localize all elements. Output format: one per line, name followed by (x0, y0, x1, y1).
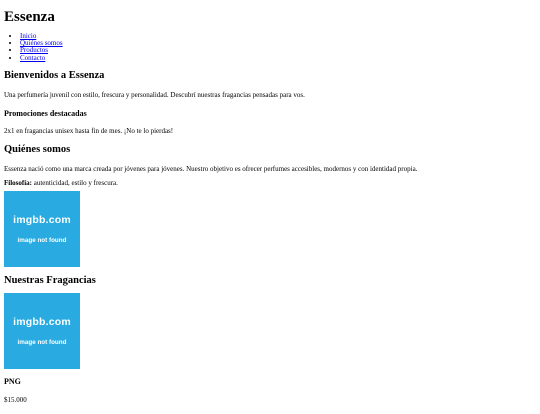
nav-link-productos[interactable]: Productos (20, 46, 48, 55)
welcome-heading: Bienvenidos a Essenza (4, 69, 105, 81)
philosophy-text: autenticidad, estilo y frescura. (32, 178, 118, 187)
product-name: PNG (4, 377, 21, 387)
nav-item-inicio (20, 33, 536, 40)
placeholder-brand: imgbb.com (13, 213, 71, 226)
nav-item-quienes-somos (20, 40, 536, 47)
promos-text: 2x1 en fragancias unisex hasta fin de mes. ¡No te lo pierdas! (4, 127, 174, 136)
about-section (4, 144, 536, 267)
promos-heading: Promociones destacadas (4, 108, 87, 118)
philosophy-line (4, 179, 536, 187)
placeholder-message: image not found (17, 339, 67, 347)
products-section (4, 275, 536, 404)
product-card (4, 293, 536, 404)
about-heading: Quiénes somos (4, 144, 71, 156)
placeholder-brand: imgbb.com (13, 316, 71, 329)
welcome-text: Una perfumería juvenil con estilo, frescura y personalidad. Descubrí nuestras fragancias pensadas para vos. (4, 91, 305, 100)
nav-link-quienes-somos[interactable]: Quiénes somos (20, 38, 63, 47)
page (0, 9, 540, 404)
about-text: Essenza nació como una marca creada por jóvenes para jóvenes. Nuestro objetivo es ofrecer perfumes accesibles, modernos y con identidad propia. (4, 164, 418, 173)
about-image-placeholder (4, 191, 80, 267)
main-nav (4, 33, 536, 62)
site-title: Essenza (4, 9, 55, 25)
nav-item-contacto (20, 55, 536, 62)
promos-section (4, 109, 536, 136)
nav-link-inicio[interactable]: Inicio (20, 31, 37, 40)
philosophy-label: Filosofía: (4, 178, 32, 187)
placeholder-message: image not found (17, 236, 67, 244)
welcome-section (4, 70, 536, 100)
nav-item-productos (20, 47, 536, 54)
products-heading: Nuestras Fragancias (4, 274, 96, 286)
product-image-placeholder (4, 293, 80, 369)
nav-link-contacto[interactable]: Contacto (20, 53, 46, 62)
product-price: $15.000 (4, 396, 27, 405)
